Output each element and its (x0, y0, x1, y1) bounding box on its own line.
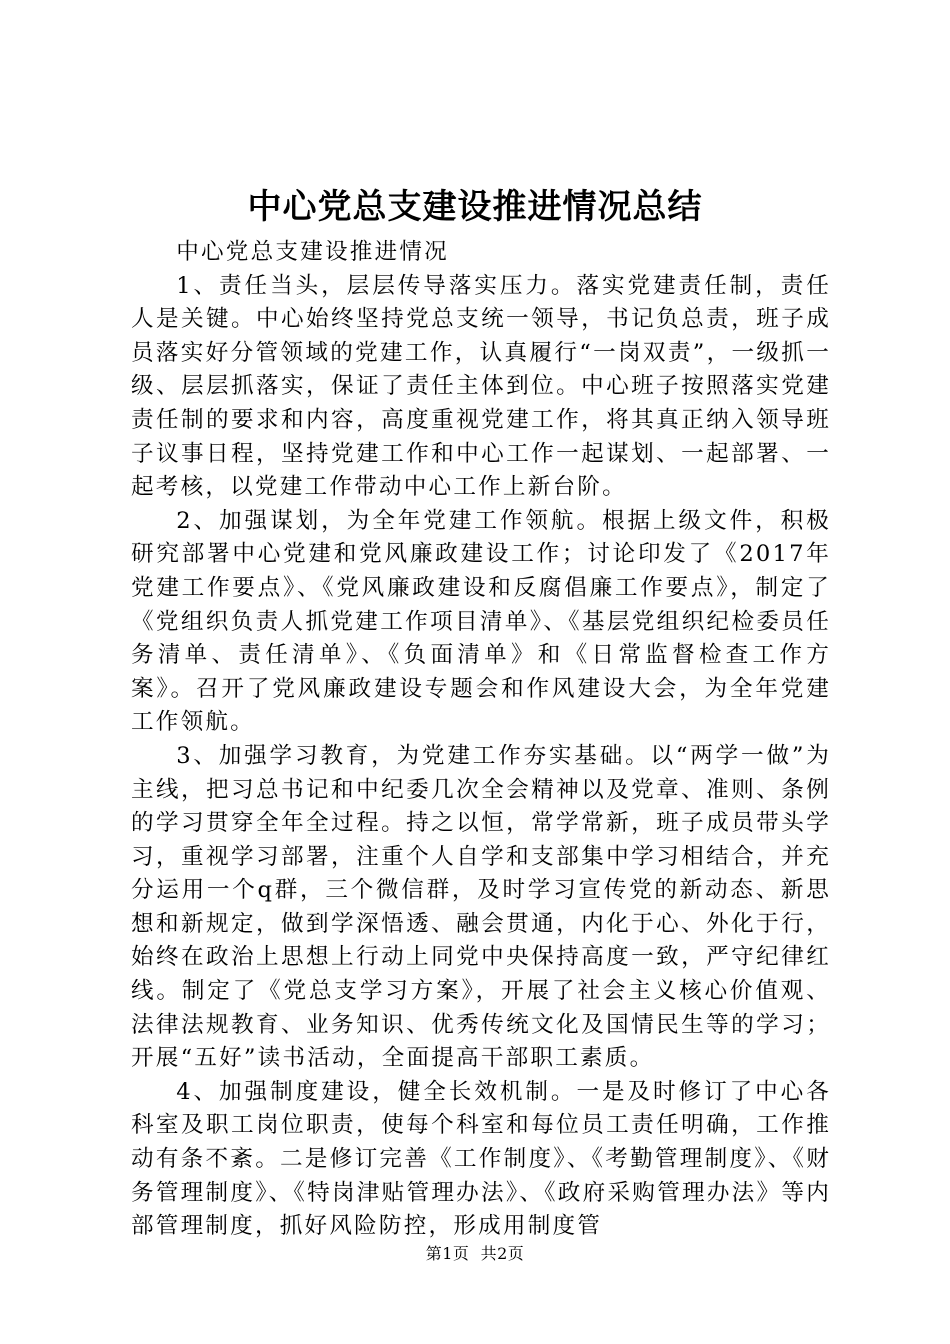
paragraph-2: 2、加强谋划，为全年党建工作领航。根据上级文件，积极研究部署中心党建和党风廉政建设工作；讨论印发了《2017年党建工作要点》、《党风廉政建设和反腐倡廉工作要点》，制定了《党组织负责人抓党建工作项目清单》、《基层党组织纪检委员任务清单、责任清单》、《负面清单》和《日常监督检查工作方案》。召开了党风廉政建设专题会和作风建设大会，为全年党建工作领航。 (131, 507, 831, 736)
page-footer (0, 1244, 950, 1264)
document-title: 中心党总支建设推进情况总结 (247, 187, 703, 227)
paragraph-1: 1、责任当头，层层传导落实压力。落实党建责任制，责任人是关键。中心始终坚持党总支统一领导，书记负总责，班子成员落实好分管领域的党建工作，认真履行“一岗双责”，一级抓一级、层层抓落实，保证了责任主体到位。中心班子按照落实党建责任制的要求和内容，高度重视党建工作，将其真正纳入领导班子议事日程，坚持党建工作和中心工作一起谋划、一起部署、一起考核，以党建工作带动中心工作上新台阶。 (131, 272, 831, 501)
document-subtitle: 中心党总支建设推进情况 (176, 239, 449, 265)
document-body (131, 236, 831, 1244)
paragraph-3: 3、加强学习教育，为党建工作夯实基础。以“两学一做”为主线，把习总书记和中纪委几次全会精神以及党章、准则、条例的学习贯穿全年全过程。持之以恒，常学常新，班子成员带头学习，重视学习部署，注重个人自学和支部集中学习相结合，并充分运用一个q群，三个微信群，及时学习宣传党的新动态、新思想和新规定，做到学深悟透、融会贯通，内化于心、外化于行，始终在政治上思想上行动上同党中央保持高度一致，严守纪律红线。制定了《党总支学习方案》，开展了社会主义核心价值观、法律法规教育、业务知识、优秀传统文化及国情民生等的学习；开展“五好”读书活动，全面提高干部职工素质。 (131, 742, 831, 1072)
paragraph-4: 4、加强制度建设，健全长效机制。一是及时修订了中心各科室及职工岗位职责，使每个科室和每位员工责任明确，工作推动有条不紊。二是修订完善《工作制度》、《考勤管理制度》、《财务管理制度》、《特岗津贴管理办法》、《政府采购管理办法》等内部管理制度，抓好风险防控，形成用制度管 (131, 1078, 831, 1240)
page-number: 第1页 共2页 (425, 1244, 525, 1263)
